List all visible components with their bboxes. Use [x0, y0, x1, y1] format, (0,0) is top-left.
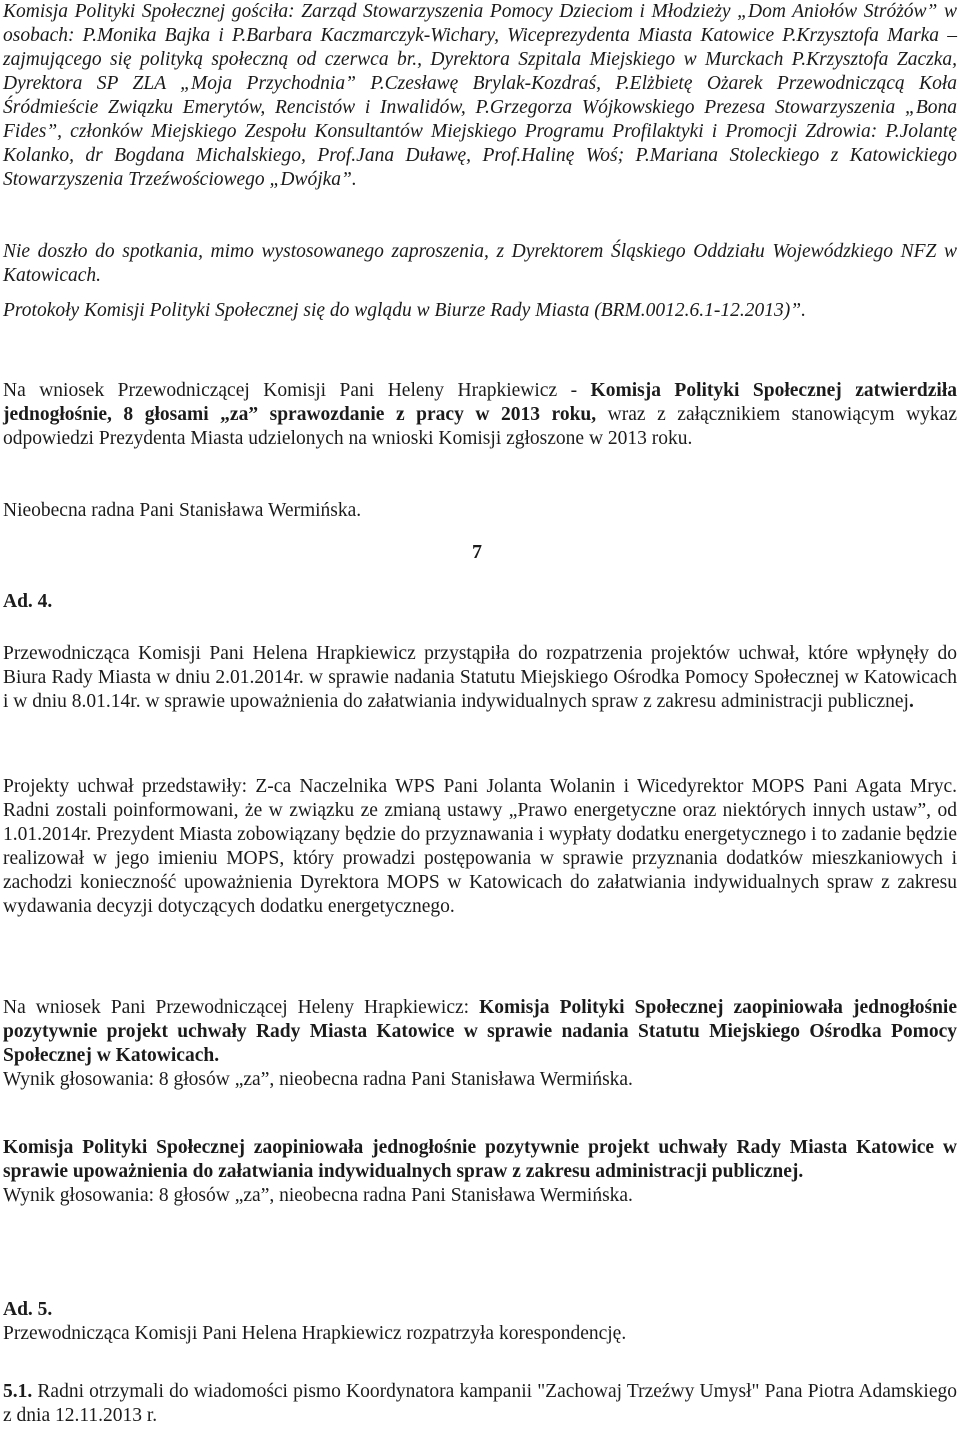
- agenda-item-4-heading: [3, 590, 957, 614]
- report-approval-intro: Na wniosek Przewodniczącej Komisji Pani Heleny Hrapkiewicz -: [3, 380, 591, 401]
- agenda-item-4-label: Ad. 4.: [3, 591, 53, 612]
- absence-note: [3, 499, 957, 523]
- nfz-meeting-paragraph: [3, 240, 957, 288]
- guests-paragraph: [3, 0, 957, 192]
- resolutions-intro-paragraph: [3, 642, 957, 714]
- agenda-item-5-label: Ad. 5.: [3, 1299, 53, 1320]
- item-5-1-text: Radni otrzymali do wiadomości pismo Koordynatora kampanii "Zachowaj Trzeźwy Umysł" Pana Piotra Adamskiego z dnia 12.11.2013 r.: [3, 1381, 957, 1426]
- statute-opinion-paragraph: [3, 996, 957, 1092]
- item-5-1-paragraph: [3, 1380, 957, 1428]
- page-number: 7: [472, 541, 482, 563]
- protocols-paragraph: [3, 299, 957, 323]
- statute-vote-result: Wynik głosowania: 8 głosów „za”, nieobecna radna Pani Stanisława Wermińska.: [3, 1069, 633, 1090]
- report-approval-rest: wraz z załącznikiem stanowiącym wykaz odpowiedzi Prezydenta Miasta udzielonych na wnioski Komisji zgłoszone w 2013 roku.: [3, 404, 957, 449]
- protocols-text: Protokoły Komisji Polityki Społecznej się do wglądu w Biurze Rady Miasta (BRM.0012.6.1-12.2013)”.: [3, 300, 807, 321]
- guests-text: Komisja Polityki Społecznej gościła: Zarząd Stowarzyszenia Pomocy Dzieciom i Młodzieży „Dom Aniołów Stróżów” w osobach: P.Monika Bajka i P.Barbara Kaczmarczyk-Wichary, Wiceprezydenta Miasta Katowice P.Krzysztofa Marka – zajmującego się polityką społeczną od czerwca br., Dyrektora Szpitala Miejskiego w Murckach P.Krzysztofa Zaczka, Dyrektora SP ZLA „Moja Przychodnia” P.Czesławę Brylak-Kozdraś, P.Elżbietę Ożarek Przewodniczącą Koła Śródmieście Związku Emerytów, Rencistów i Inwalidów, P.Grzegorza Wójkowskiego Prezesa Stowarzyszenia „Bona Fides”, członków Miejskiego Zespołu Konsultantów Miejskiego Programu Profilaktyki i Promocji Zdrowia: P.Jolantę Kolanko, dr Bogdana Michalskiego, Prof.Jana Duławę, Prof.Halinę Woś; P.Mariana Stoleckiego z Katowickiego Stowarzyszenia Trzeźwościowego „Dwójka”.: [3, 1, 957, 190]
- report-approval-paragraph: [3, 379, 957, 451]
- authorization-opinion-decision: Komisja Polityki Społecznej zaopiniowała jednogłośnie pozytywnie projekt uchwały Rady Miasta Katowice w sprawie upoważnienia do załatwiania indywidualnych spraw z zakresu administracji publicznej.: [3, 1137, 957, 1182]
- statute-opinion-intro: Na wniosek Pani Przewodniczącej Heleny Hrapkiewicz:: [3, 997, 480, 1018]
- correspondence-text: Przewodnicząca Komisji Pani Helena Hrapkiewicz rozpatrzyła korespondencję.: [3, 1323, 627, 1344]
- authorization-opinion-paragraph: [3, 1136, 957, 1208]
- authorization-vote-result: Wynik głosowania: 8 głosów „za”, nieobecna radna Pani Stanisława Wermińska.: [3, 1185, 633, 1206]
- resolutions-intro-period: .: [908, 691, 914, 712]
- agenda-item-5-paragraph: [3, 1298, 957, 1346]
- resolutions-presentation-text: Projekty uchwał przedstawiły: Z-ca Naczelnika WPS Pani Jolanta Wolanin i Wicedyrektor MOPS Pani Agata Mryc. Radni zostali poinformowani, że w związku ze zmianą ustawy „Prawo energetyczne oraz niektórych innych ustaw”, od 1.01.2014r. Prezydent Miasta zobowiązany będzie do przyznawania i wypłaty dodatku energetycznego i to zadanie będzie realizował w jego imieniu MOPS, który prowadzi postępowania w sprawie przyznania dodatków mieszkaniowych i zachodzi konieczność upoważnienia Dyrektora MOPS w Katowicach do załatwiania indywidualnych spraw z zakresu wydawania decyzji dotyczących dodatku energetycznego.: [3, 776, 957, 917]
- absence-text: Nieobecna radna Pani Stanisława Wermińska.: [3, 500, 362, 521]
- statute-opinion-decision: Komisja Polityki Społecznej zaopiniowała jednogłośnie pozytywnie projekt uchwały Rady Miasta Katowice w sprawie nadania Statutu Miejskiego Ośrodka Pomocy Społecznej w Katowicach.: [3, 997, 957, 1066]
- resolutions-intro-text: Przewodnicząca Komisji Pani Helena Hrapkiewicz przystąpiła do rozpatrzenia projektów uchwał, które wpłynęły do Biura Rady Miasta w dniu 2.01.2014r. w sprawie nadania Statutu Miejskiego Ośrodka Pomocy Społecznej w Katowicach i w dniu 8.01.14r. w sprawie upoważnienia do załatwiania indywidualnych spraw z zakresu administracji publicznej: [3, 643, 957, 712]
- nfz-meeting-text: Nie doszło do spotkania, mimo wystosowanego zaproszenia, z Dyrektorem Śląskiego Oddziału Wojewódzkiego NFZ w Katowicach.: [3, 241, 957, 286]
- item-5-1-label: 5.1.: [3, 1381, 33, 1402]
- report-approval-decision: Komisja Polityki Społecznej zatwierdziła jednogłośnie, 8 głosami „za” sprawozdanie z pracy w 2013 roku,: [3, 380, 957, 425]
- resolutions-presentation-paragraph: [3, 775, 957, 919]
